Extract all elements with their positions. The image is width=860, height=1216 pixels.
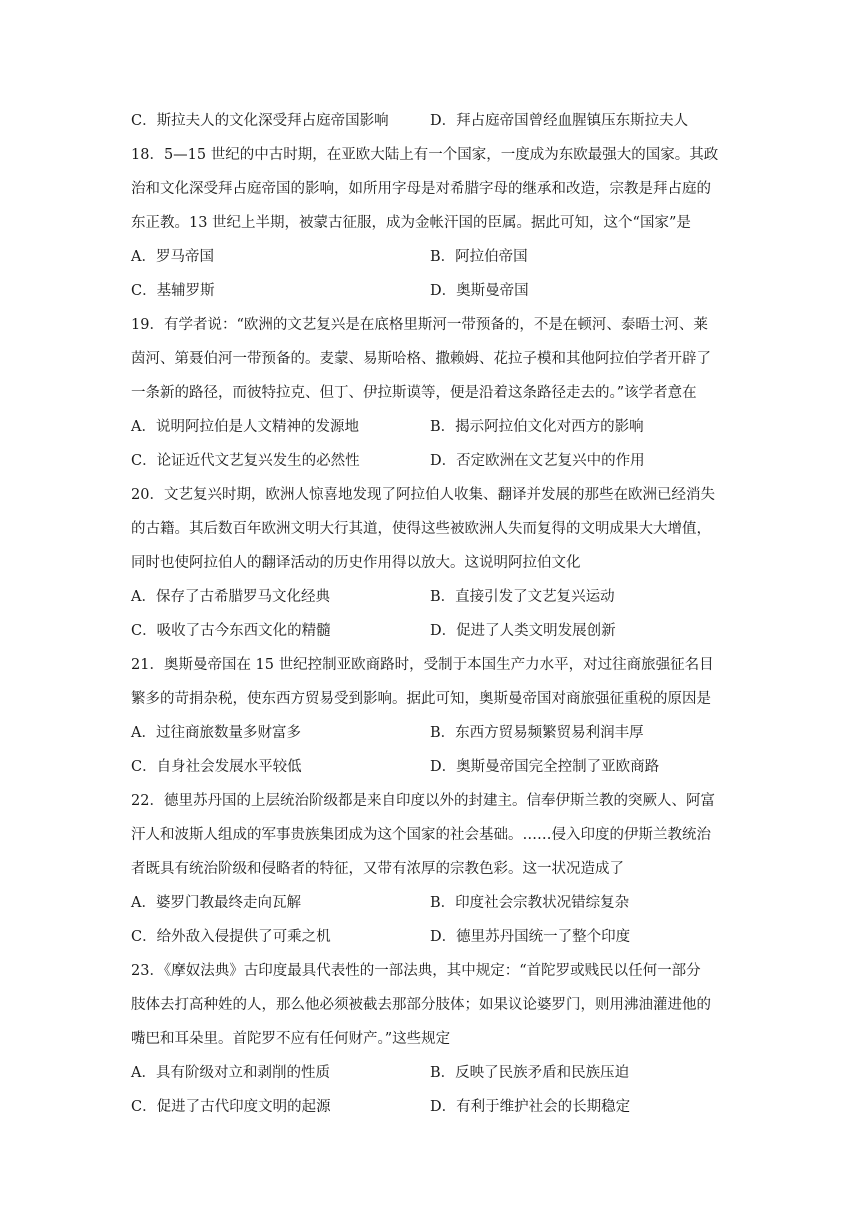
q19-option-b: B．揭示阿拉伯文化对西方的影响 [430, 419, 644, 435]
q23-stem-line: 23．《摩奴法典》古印度最具代表性的一部法典，其中规定：“首陀罗或贱民以任何一部分 [131, 963, 701, 979]
q22-option-a: A．婆罗门教最终走向瓦解 [131, 895, 301, 911]
q20-option-d: D．促进了人类文明发展创新 [430, 623, 616, 639]
q22-stem-line: 汗人和波斯人组成的军事贵族集团成为这个国家的社会基础。……侵入印度的伊斯兰教统治 [131, 827, 711, 843]
q19-option-c: C．论证近代文艺复兴发生的必然性 [131, 453, 360, 469]
q17-option-d: D．拜占庭帝国曾经血腥镇压东斯拉夫人 [430, 113, 689, 129]
q18-option-d: D．奥斯曼帝国 [430, 283, 529, 299]
q19-stem-line: 茵河、第聂伯河一带预备的。麦蒙、易斯哈格、撒赖姆、花拉子模和其他阿拉伯学者开辟了 [131, 351, 711, 367]
q18-option-c: C．基辅罗斯 [131, 283, 215, 299]
q21-option-d: D．奥斯曼帝国完全控制了亚欧商路 [430, 759, 660, 775]
q18-option-a: A．罗马帝国 [131, 249, 214, 265]
q22-option-b: B．印度社会宗教状况错综复杂 [430, 895, 630, 911]
q23-stem-line: 肢体去打高种姓的人，那么他必须被截去那部分肢体；如果议论婆罗门，则用沸油灌进他的 [131, 997, 711, 1013]
q21-option-c: C．自身社会发展水平较低 [131, 759, 302, 775]
q22-stem-line: 22．德里苏丹国的上层统治阶级都是来自印度以外的封建主。信奉伊斯兰教的突厥人、阿富 [131, 793, 715, 809]
q23-option-b: B．反映了民族矛盾和民族压迫 [430, 1065, 630, 1081]
q23-option-c: C．促进了古代印度文明的起源 [131, 1099, 331, 1115]
q20-stem-line: 的古籍。其后数百年欧洲文明大行其道，使得这些被欧洲人失而复得的文明成果大大增值， [131, 521, 711, 537]
q21-stem-line: 繁多的苛捐杂税，使东西方贸易受到影响。据此可知，奥斯曼帝国对商旅强征重税的原因是 [131, 691, 711, 707]
q19-stem-line: 19．有学者说：“欧洲的文艺复兴是在底格里斯河一带预备的，不是在顿河、泰晤士河、莱 [131, 317, 708, 333]
q18-stem-line: 东正教。13 世纪上半期，被蒙古征服，成为金帐汗国的臣属。据此可知，这个“国家”是 [131, 215, 691, 231]
q20-stem-line: 同时也使阿拉伯人的翻译活动的历史作用得以放大。这说明阿拉伯文化 [131, 555, 581, 571]
q21-option-b: B．东西方贸易频繁贸易利润丰厚 [430, 725, 644, 741]
q17-option-c: C．斯拉夫人的文化深受拜占庭帝国影响 [131, 113, 389, 129]
q22-option-c: C．给外敌入侵提供了可乘之机 [131, 929, 331, 945]
q19-stem-line: 一条新的路径，而彼特拉克、但丁、伊拉斯谟等，便是沿着这条路径走去的。”该学者意在 [131, 385, 697, 401]
q20-option-c: C．吸收了古今东西文化的精髓 [131, 623, 331, 639]
q19-option-a: A．说明阿拉伯是人文精神的发源地 [131, 419, 359, 435]
q21-stem-line: 21．奥斯曼帝国在 15 世纪控制亚欧商路时，受制于本国生产力水平，对过往商旅强征名目 [131, 657, 714, 673]
q19-option-d: D．否定欧洲在文艺复兴中的作用 [430, 453, 645, 469]
q18-stem-line: 18．5—15 世纪的中古时期，在亚欧大陆上有一个国家，一度成为东欧最强大的国家。其政 [131, 147, 719, 163]
q20-option-a: A．保存了古希腊罗马文化经典 [131, 589, 330, 605]
q18-stem-line: 治和文化深受拜占庭帝国的影响，如所用字母是对希腊字母的继承和改造，宗教是拜占庭的 [131, 181, 711, 197]
q23-stem-line: 嘴巴和耳朵里。首陀罗不应有任何财产。”这些规定 [131, 1031, 451, 1047]
q22-stem-line: 者既具有统治阶级和侵略者的特征，又带有浓厚的宗教色彩。这一状况造成了 [131, 861, 624, 877]
q23-option-a: A．具有阶级对立和剥削的性质 [131, 1065, 330, 1081]
q20-stem-line: 20．文艺复兴时期，欧洲人惊喜地发现了阿拉伯人收集、翻译并发展的那些在欧洲已经消失 [131, 487, 715, 503]
q22-option-d: D．德里苏丹国统一了整个印度 [430, 929, 631, 945]
q20-option-b: B．直接引发了文艺复兴运动 [430, 589, 615, 605]
q18-option-b: B．阿拉伯帝国 [430, 249, 528, 265]
q21-option-a: A．过往商旅数量多财富多 [131, 725, 301, 741]
q23-option-d: D．有利于维护社会的长期稳定 [430, 1099, 631, 1115]
